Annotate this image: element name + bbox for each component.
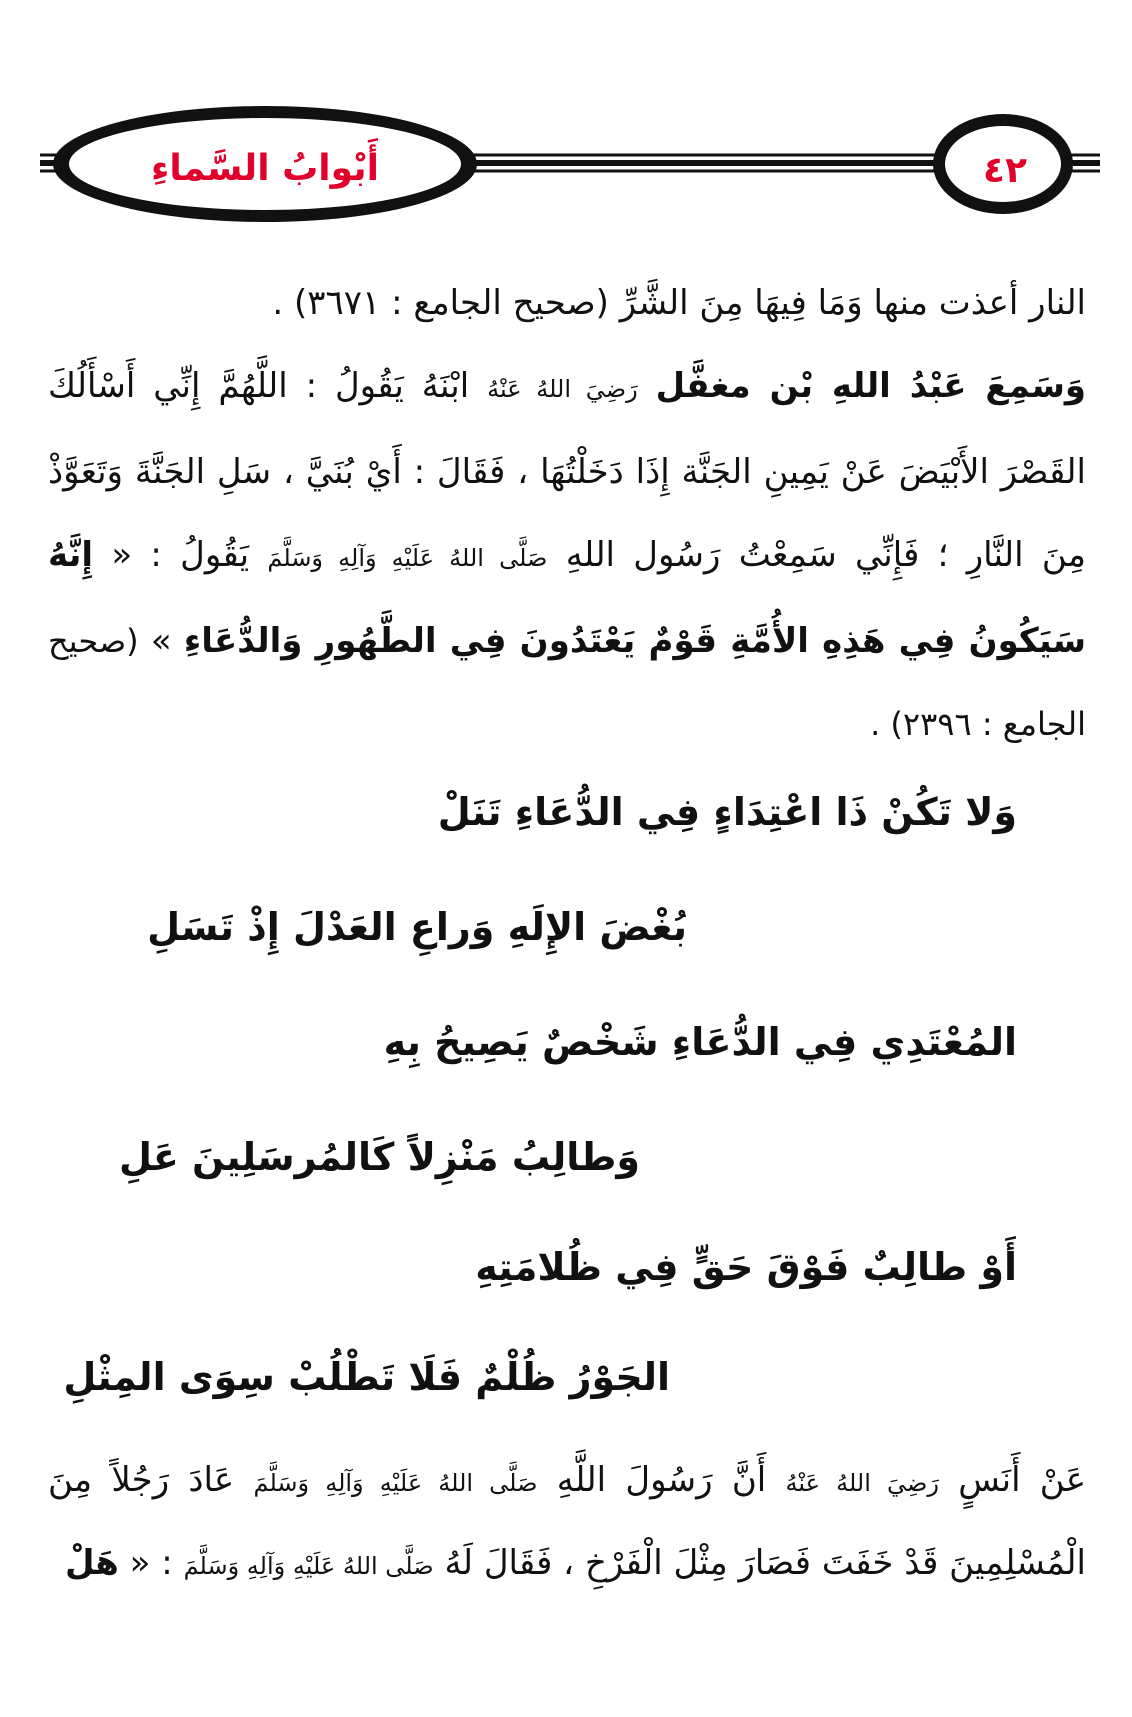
paragraph-3-text-4: : «: [129, 1543, 173, 1583]
poem-verse-1: وَلا تَكُنْ ذَا اعْتِدَاءٍ فِي الدُّعَاءِ تَنَلْ: [437, 790, 1017, 834]
poem-verse-2: بُغْضَ الإِلَهِ وَراعِ العَدْلَ إِذْ تَسَلِ: [147, 905, 687, 949]
poem-verse-3: المُعْتَدِي فِي الدُّعَاءِ شَخْصٌ يَصِيحُ بِهِ: [383, 1020, 1017, 1064]
page-number: ٤٢: [983, 150, 1027, 191]
hadith-reference: (صحيح الجامع : ٢٣٩٦) .: [48, 622, 1086, 743]
page-header: [0, 100, 1132, 240]
poem-verse-5: أَوْ طالِبٌ فَوْقَ حَقٍّ فِي ظُلامَتِهِ: [475, 1245, 1017, 1289]
paragraph-3-text-2: أَنَّ رَسُولَ اللَّهِ: [556, 1460, 767, 1500]
honorific-salla-allahu-3: صَلَّى اللهُ عَلَيْهِ وَآلِهِ وَسَلَّمَ: [183, 1552, 434, 1580]
honorific-radiallahu-anhu-2: رَضِيَ اللهُ عَنْهُ: [785, 1469, 939, 1497]
paragraph-2: [48, 345, 1086, 766]
poem-verse-4: وَطالِبُ مَنْزِلاً كَالمُرسَلِينَ عَلِ: [118, 1135, 640, 1179]
honorific-radiallahu-anhu: رَضِيَ اللهُ عَنْهُ: [487, 375, 638, 403]
paragraph-2-text: ابْنَهُ يَقُولُ : اللَّهُمَّ إِنِّي أَسْأَلُكَ القَصْرَ الأَبْيَضَ عَنْ يَمِينِ الجَنَّة إِذَا دَخَلْتُهَا ، فَقَالَ : أَيْ بُنَيَّ ، سَلِ الجَنَّةَ وَتَعَوَّذْ مِنَ النَّارِ ؛ فَإِنِّي سَمِعْتُ رَسُول اللهِ: [48, 366, 1086, 575]
honorific-salla-allahu-2: صَلَّى اللهُ عَلَيْهِ وَآلِهِ وَسَلَّمَ: [253, 1469, 538, 1497]
main-text: [48, 262, 1086, 766]
paragraph-2-close-quote: »: [150, 621, 172, 661]
poem-verse-6: الجَوْرُ ظُلْمٌ فَلَا تَطْلُبْ سِوَى المِثْلِ: [63, 1355, 670, 1399]
paragraph-3-text-3: عَادَ رَجُلاً مِنَ الْمُسْلِمِينَ قَدْ خَفَتَ فَصَارَ مِثْلَ الْفَرْخِ ، فَقَالَ لَهُ: [48, 1460, 1086, 1583]
honorific-salla-allahu: صَلَّى اللهُ عَلَيْهِ وَآلِهِ وَسَلَّمَ: [267, 544, 548, 572]
paragraph-3-text: عَنْ أَنَسٍ: [958, 1460, 1086, 1500]
book-title: أَبْوابُ السَّماءِ: [150, 148, 380, 189]
hadith-start: هَلْ: [64, 1543, 119, 1583]
paragraph-2-intro: وَسَمِعَ عَبْدُ اللهِ بْن مغفَّل: [655, 366, 1087, 406]
paragraph-3: [48, 1440, 1086, 1606]
paragraph-2-text-2: يَقُولُ : «: [111, 535, 250, 575]
paragraph-1: [48, 262, 1086, 345]
hadith-text: إِنَّهُ سَيَكُونُ فِي هَذِهِ الأُمَّةِ قَوْمٌ يَعْتَدُونَ فِي الطَّهُورِ وَالدُّعَاءِ: [48, 535, 1087, 661]
paragraph-1-line: النار أعذت منها وَمَا فِيهَا مِنَ الشَّرِّ (صحيح الجامع : ٣٦٧١) .: [272, 283, 1086, 323]
